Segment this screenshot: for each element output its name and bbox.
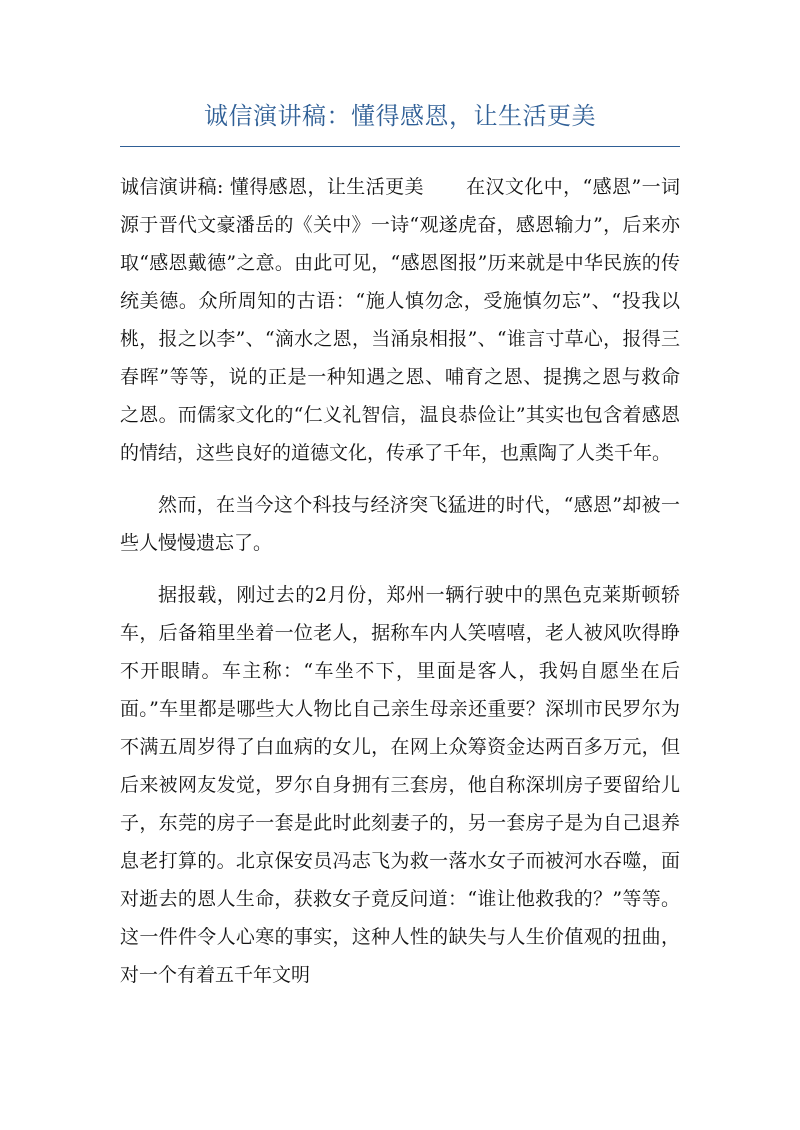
paragraph-2: 然而，在当今这个科技与经济突飞猛进的时代，“感恩”却被一些人慢慢遗忘了。 — [120, 494, 680, 554]
paragraph-1-lead: 诚信演讲稿: 懂得感恩，让生活更美 — [120, 176, 424, 198]
title-divider — [120, 146, 680, 147]
document-title: 诚信演讲稿：懂得感恩，让生活更美 — [204, 102, 596, 130]
paragraph-1 — [120, 168, 680, 472]
paragraph-1-text: 在汉文化中，“感恩”一词源于晋代文豪潘岳的《关中》一诗“观遂虎奋，感恩输力”，后来亦取“感恩戴德”之意。由此可见，“感恩图报”历来就是中华民族的传统美德。众所周知的古语：“施人慎勿念，受施慎勿忘”、“投我以桃，报之以李”、“滴水之恩，当涌泉相报”、“谁言寸草心，报得三春晖”等等，说的正是一种知遇之恩、哺育之恩、提携之恩与救命之恩。而儒家文化的“仁义礼智信，温良恭俭让”其实也包含着感恩的情结，这些良好的道德文化，传承了千年，也熏陶了人类千年。 — [120, 176, 680, 464]
document-body — [120, 168, 680, 1008]
paragraph-3: 据报载，刚过去的2月份，郑州一辆行驶中的黑色克莱斯顿轿车，后备箱里坐着一位老人，据称车内人笑嘻嘻，老人被风吹得睁不开眼睛。车主称：“车坐不下，里面是客人，我妈自愿坐在后面。”车里都是哪些大人物比自己亲生母亲还重要？深圳市民罗尔为不满五周岁得了白血病的女儿，在网上众筹资金达两百多万元，但后来被网友发觉，罗尔自身拥有三套房，他自称深圳房子要留给儿子，东莞的房子一套是此时此刻妻子的，另一套房子是为自己退养息老打算的。北京保安员冯志飞为救一落水女子而被河水吞噬，面对逝去的恩人生命，获救女子竟反问道：“谁让他救我的？”等等。这一件件令人心寒的事实，这种人性的缺失与人生价值观的扭曲，对一个有着五千年文明 — [120, 584, 680, 986]
